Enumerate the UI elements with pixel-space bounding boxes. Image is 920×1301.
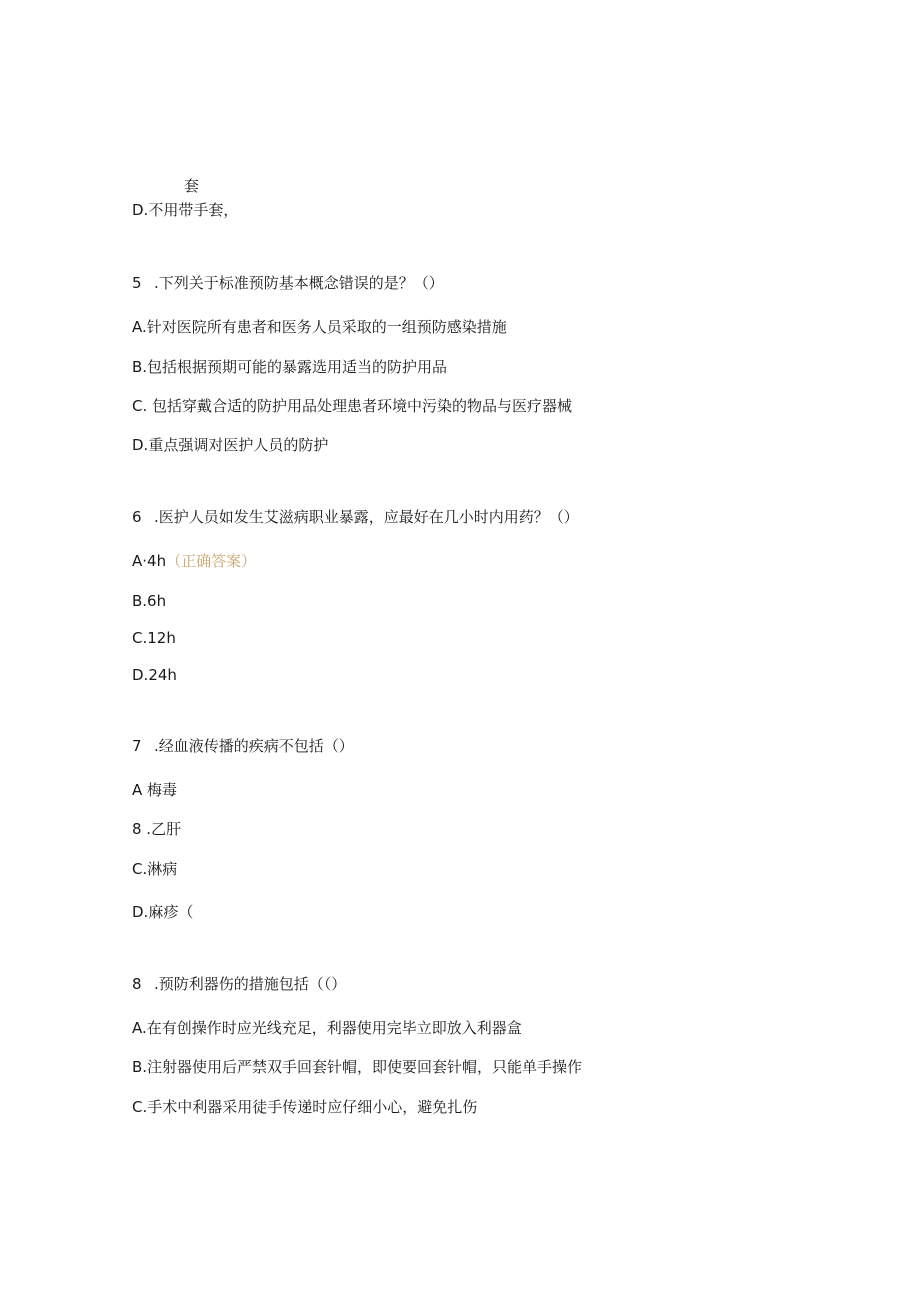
q6-option-a — [132, 551, 256, 571]
q6-option-b: B.6h — [132, 592, 167, 610]
q8-option-a: A.在有创操作时应光线充足，利器使用完毕立即放入利器盒 — [132, 1019, 522, 1037]
question-6 — [132, 507, 579, 527]
q7-option-c: C.淋病 — [132, 860, 178, 878]
q7-option-a: A 梅毒 — [132, 781, 178, 799]
question-text: .经血液传播的疾病不包括（） — [154, 737, 354, 755]
q5-option-a: A.针对医院所有患者和医务人员采取的一组预防感染措施 — [132, 318, 507, 336]
option-text: A·4h — [132, 552, 167, 570]
q5-option-c: C. 包括穿戴合适的防护用品处理患者环境中污染的物品与医疗器械 — [132, 397, 573, 415]
question-number: 5 — [132, 274, 142, 292]
q6-option-d: D.24h — [132, 666, 177, 684]
q8-option-c: C.手术中利器采用徒手传递时应仔细小心，避免扎伤 — [132, 1098, 478, 1116]
question-text: .下列关于标准预防基本概念错误的是？（） — [154, 274, 444, 292]
question-5 — [132, 273, 444, 293]
prev-option-c-tail: 套 — [184, 177, 200, 195]
prev-option-d: D.不用带手套， — [132, 201, 239, 219]
q7-option-b: 8 .乙肝 — [132, 820, 182, 838]
question-number: 7 — [132, 737, 142, 755]
q5-option-d: D.重点强调对医护人员的防护 — [132, 436, 329, 454]
q8-option-b: B.注射器使用后严禁双手回套针帽，即使要回套针帽，只能单手操作 — [132, 1058, 583, 1076]
q7-option-d: D.麻疹（ — [132, 903, 194, 921]
question-number: 6 — [132, 508, 142, 526]
question-7 — [132, 736, 354, 756]
question-text: .医护人员如发生艾滋病职业暴露，应最好在几小时内用药？（） — [154, 508, 579, 526]
question-number: 8 — [132, 975, 142, 993]
question-text: .预防利器伤的措施包括（（） — [154, 975, 347, 993]
question-8 — [132, 974, 346, 994]
q6-option-c: C.12h — [132, 629, 176, 647]
correct-answer-mark: （正确答案） — [166, 552, 257, 570]
q5-option-b: B.包括根据预期可能的暴露选用适当的防护用品 — [132, 358, 448, 376]
